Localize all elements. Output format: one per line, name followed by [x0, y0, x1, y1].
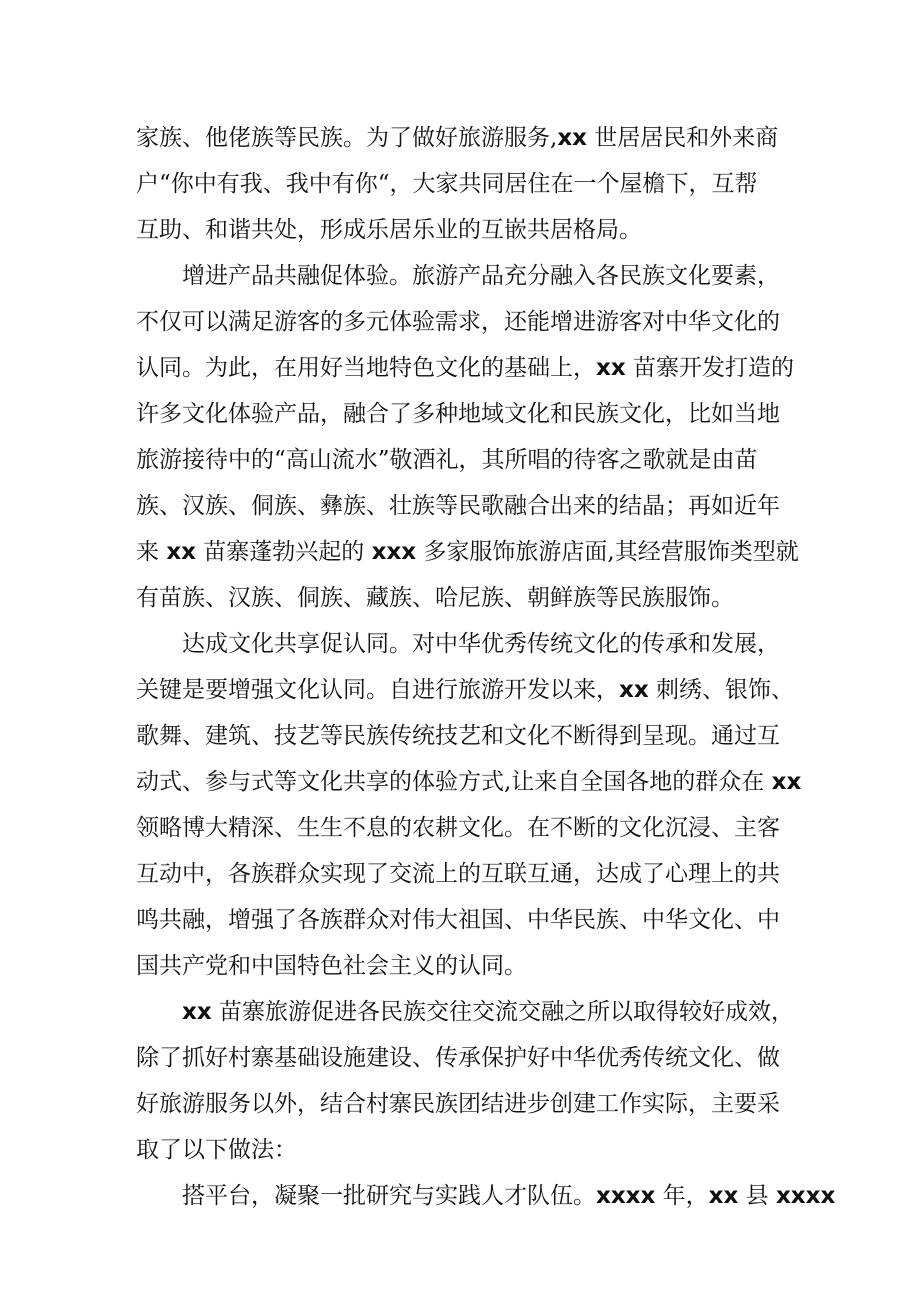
text-line: [0, 946, 920, 986]
text-run: 不仅可以满足游客的多元体验需求，还能增进游客对中华文化的: [136, 309, 780, 335]
text-run: 县: [738, 1183, 776, 1209]
text-run: 鸣共融，增强了各族群众对伟大祖国、中华民族、中华文化、中: [136, 907, 780, 933]
text-run: 苗寨蓬勃兴起的: [195, 539, 372, 565]
text-line: [0, 348, 920, 388]
text-line: [0, 1038, 920, 1078]
text-line: [0, 394, 920, 434]
text-line: [0, 210, 920, 250]
text-run: 达成文化共享促认同。对中华优秀传统文化的传承和发展，: [182, 631, 780, 657]
placeholder-text: xx: [771, 769, 802, 795]
text-run: 取了以下做法：: [136, 1137, 297, 1163]
text-run: 年，: [655, 1183, 709, 1209]
text-run: 搭平台，凝聚一批研究与实践人才队伍。: [182, 1183, 596, 1209]
text-run: 刺绣、银饰、: [648, 677, 794, 703]
text-run: 增进产品共融促体验。旅游产品充分融入各民族文化要素，: [182, 263, 780, 289]
text-run: 好旅游服务以外，结合村寨民族团结进步创建工作实际，主要采: [136, 1091, 780, 1117]
placeholder-text: xx: [557, 125, 587, 151]
text-run: 领略博大精深、生生不息的农耕文化。在不断的文化沉浸、主客: [136, 815, 780, 841]
text-run: 旅游接待中的“高山流水”敬酒礼，其所唱的待客之歌就是由苗: [136, 447, 758, 473]
text-run: 苗寨旅游促进各民族交往交流交融之所以取得较好成效，: [211, 999, 794, 1025]
placeholder-text: xxx: [371, 539, 417, 565]
text-line: [0, 532, 920, 572]
text-run: 来: [136, 539, 167, 565]
text-run: 族、汉族、侗族、彝族、壮族等民歌融合出来的结晶；再如近年: [136, 493, 780, 519]
placeholder-text: xxxx: [596, 1183, 656, 1209]
placeholder-text: xx: [596, 355, 626, 381]
text-run: 有苗族、汉族、侗族、藏族、哈尼族、朝鲜族等民族服饰。: [136, 585, 734, 611]
text-line: [0, 854, 920, 894]
placeholder-text: xx: [166, 539, 196, 565]
text-line: [0, 900, 920, 940]
text-run: 互助、和谐共处，形成乐居乐业的互嵌共居格局。: [136, 217, 642, 243]
paragraph-heading-line: [0, 256, 920, 296]
text-run: 家族、他佬族等民族。为了做好旅游服务,: [136, 125, 558, 151]
text-run: 国共产党和中国特色社会主义的认同。: [136, 953, 527, 979]
text-line: [0, 670, 920, 710]
placeholder-text: xx: [619, 677, 649, 703]
text-line: [0, 118, 920, 158]
text-run: 苗寨开发打造的: [625, 355, 794, 381]
text-run: 认同。为此，在用好当地特色文化的基础上，: [136, 355, 596, 381]
text-line: [0, 762, 920, 802]
text-run: 世居居民和外来商: [586, 125, 779, 151]
placeholder-text: xx: [182, 999, 212, 1025]
text-line: [0, 440, 920, 480]
text-run: 许多文化体验产品，融合了多种地域文化和民族文化，比如当地: [136, 401, 780, 427]
text-line: [0, 486, 920, 526]
text-line: [0, 302, 920, 342]
text-run: 关键是要增强文化认同。自进行旅游开发以来，: [136, 677, 619, 703]
paragraph-heading-line: [0, 1176, 920, 1216]
text-run: 多家服饰旅游店面,其经营服饰类型就: [416, 539, 799, 565]
placeholder-text: xx: [708, 1183, 739, 1209]
text-run: 除了抓好村寨基础设施建设、传承保护好中华优秀传统文化、做: [136, 1045, 780, 1071]
text-run: 歌舞、建筑、技艺等民族传统技艺和文化不断得到呈现。通过互: [136, 723, 780, 749]
paragraph-start-line: [0, 992, 920, 1032]
text-line: [0, 578, 920, 618]
text-line: [0, 808, 920, 848]
placeholder-text: xxxx: [775, 1183, 836, 1209]
text-run: 互动中，各族群众实现了交流上的互联互通，达成了心理上的共: [136, 861, 780, 887]
text-run: 动式、参与式等文化共享的体验方式,让来自全国各地的群众在: [136, 769, 772, 795]
paragraph-heading-line: [0, 624, 920, 664]
text-line: [0, 1130, 920, 1170]
text-line: [0, 716, 920, 756]
text-run: 户“你中有我、我中有你“，大家共同居住在一个屋檐下，互帮: [136, 171, 758, 197]
text-line: [0, 1084, 920, 1124]
text-line: [0, 164, 920, 204]
